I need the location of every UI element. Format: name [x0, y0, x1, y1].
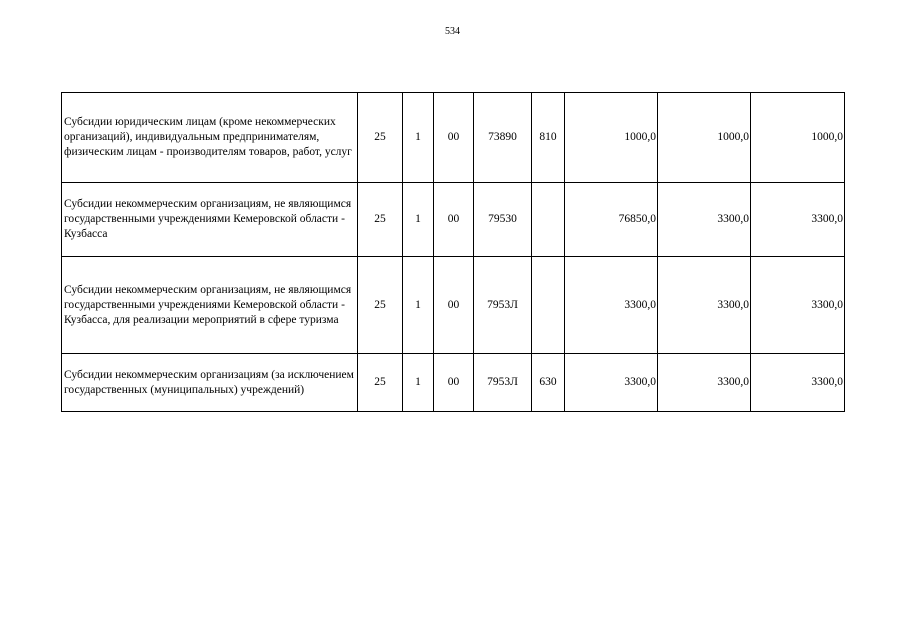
budget-table	[61, 92, 845, 412]
table-row	[62, 257, 845, 354]
amount-year-1-cell: 1000,0	[565, 93, 658, 183]
direction-code-cell: 7953Л	[474, 354, 532, 412]
amount-year-2-cell: 3300,0	[658, 183, 751, 257]
amount-year-3-cell: 1000,0	[751, 93, 845, 183]
amount-year-3-cell: 3300,0	[751, 354, 845, 412]
expense-name-cell: Субсидии некоммерческим организациям, не являющимся государственными учреждениями Кемеровской области - Кузбасса	[62, 183, 358, 257]
direction-code-cell: 73890	[474, 93, 532, 183]
direction-code-cell: 79530	[474, 183, 532, 257]
chapter-code-cell: 25	[358, 257, 403, 354]
expense-type-code-cell	[532, 257, 565, 354]
amount-year-2-cell: 3300,0	[658, 354, 751, 412]
table-row	[62, 93, 845, 183]
main-activity-code-cell: 00	[434, 93, 474, 183]
subprogram-code-cell: 1	[403, 93, 434, 183]
amount-year-2-cell: 1000,0	[658, 93, 751, 183]
direction-code-cell: 7953Л	[474, 257, 532, 354]
expense-name-cell: Субсидии юридическим лицам (кроме некоммерческих организаций), индивидуальным предпринимателям, физическим лицам - производителям товаров, работ, услуг	[62, 93, 358, 183]
table-row	[62, 183, 845, 257]
expense-type-code-cell	[532, 183, 565, 257]
main-activity-code-cell: 00	[434, 257, 474, 354]
expense-name-cell: Субсидии некоммерческим организациям, не являющимся государственными учреждениями Кемеровской области - Кузбасса, для реализации мероприятий в сфере туризма	[62, 257, 358, 354]
amount-year-1-cell: 3300,0	[565, 354, 658, 412]
amount-year-1-cell: 3300,0	[565, 257, 658, 354]
expense-name-cell: Субсидии некоммерческим организациям (за исключением государственных (муниципальных) учреждений)	[62, 354, 358, 412]
amount-year-3-cell: 3300,0	[751, 257, 845, 354]
chapter-code-cell: 25	[358, 183, 403, 257]
table-row	[62, 354, 845, 412]
page-number: 534	[445, 26, 460, 37]
main-activity-code-cell: 00	[434, 354, 474, 412]
main-activity-code-cell: 00	[434, 183, 474, 257]
chapter-code-cell: 25	[358, 93, 403, 183]
expense-type-code-cell: 810	[532, 93, 565, 183]
chapter-code-cell: 25	[358, 354, 403, 412]
subprogram-code-cell: 1	[403, 257, 434, 354]
expense-type-code-cell: 630	[532, 354, 565, 412]
subprogram-code-cell: 1	[403, 354, 434, 412]
amount-year-3-cell: 3300,0	[751, 183, 845, 257]
amount-year-1-cell: 76850,0	[565, 183, 658, 257]
subprogram-code-cell: 1	[403, 183, 434, 257]
amount-year-2-cell: 3300,0	[658, 257, 751, 354]
